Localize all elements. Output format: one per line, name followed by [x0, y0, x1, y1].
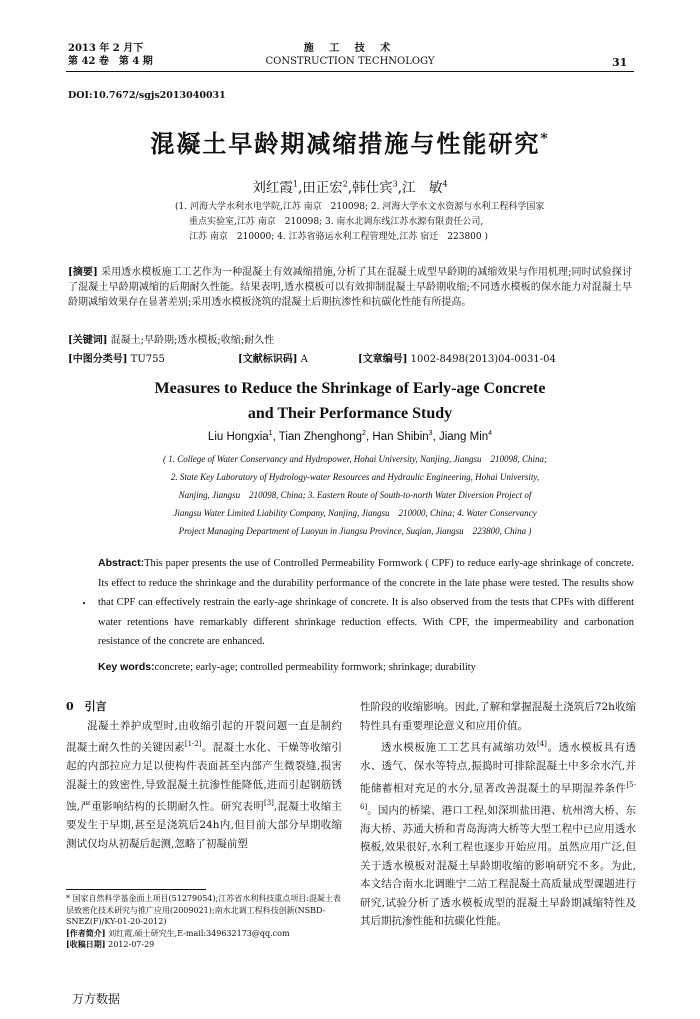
authors-en: Liu Hongxia$^1$, Tian Zhenghong$^2$, Han Shibin$^3$, Jiang Min$^4$: [207, 430, 493, 443]
title-en-line1: Measures to Reduce the Shrinkage of Early-age Concrete: [154, 380, 546, 397]
text-run: ,混凝土收缩主要发生于早期,甚至是浇筑后24h内,但目前大部分早期收缩测试仅均从初凝后起测,忽略了初凝前塑: [66, 800, 343, 850]
received-date-text: 2012-07-29: [108, 940, 155, 949]
author-en: Jiang Min: [438, 430, 489, 443]
text-run: 。国内的桥梁、港口工程,如深圳盐田港、杭州湾大桥、东海大桥、苏通大桥和青岛海湾大桥等大型工程中已应用透水模板,效果很好,水利工程也逐步开始应用。虽然应用广泛,但关于透水模板对混凝土早龄期收缩的影响研究不多。为此,本文结合南水北调睢宁二站工程混凝土高质量成型课题进行研究,试验分析了透水模板成型的混凝土早龄期减缩特性及其后期抗渗性能和抗碳化性能。: [360, 804, 636, 927]
footnote: [66, 893, 342, 951]
author-note-label: [作者简介]: [66, 927, 106, 938]
text-run: 。透水模板具有透水、透气、保水等特点,振捣时可排除混凝土中多余水汽,并能储蓄相对充足的水分,显著改善混凝土的早期湿养条件: [360, 741, 637, 794]
author-sup: 3: [428, 430, 433, 437]
section-heading: 0 引言: [66, 700, 107, 713]
author-cn: 江 敏: [402, 180, 443, 196]
received-date: [66, 939, 342, 951]
title-cn: [66, 124, 634, 159]
clc-value: TU755: [130, 354, 165, 365]
abstract-en: [98, 554, 634, 652]
author-sup: 4: [442, 179, 448, 189]
abstract-en-label: Abstract:: [98, 557, 145, 569]
title-en-line2: and Their Performance Study: [247, 405, 453, 422]
citation: [4]: [536, 740, 547, 748]
clc-label: [中图分类号]: [68, 354, 128, 365]
issue-date: 2013 年 2 月下: [68, 43, 144, 54]
title-fund-mark: *: [540, 131, 550, 147]
doc-value: A: [300, 354, 308, 365]
clc-code: [68, 350, 165, 365]
affiliation-line: ( 1. College of Water Conservancy and Hydropower, Hohai University, Nanjing, Jiangsu 210098, China;: [162, 454, 548, 464]
affiliation-line: 江苏 南京 210000; 4. 江苏省骆运水利工程管理处,江苏 宿迁 223800 ): [189, 232, 489, 242]
keywords-cn: [68, 333, 632, 348]
text-run: 透水模板施工工艺具有减缩功效: [381, 741, 537, 754]
article-value: 1002-8498(2013)04-0031-04: [410, 354, 556, 365]
received-date-label: [收稿日期]: [66, 939, 106, 949]
affiliations-en: [115, 450, 595, 540]
header-rule: [66, 71, 634, 72]
author-en: Liu Hongxia: [207, 430, 269, 443]
fund-note: * 国家自然科学基金面上项目(51279054);江苏省水利科技重点项目:混凝土表层致密化技术研究与推广应用(2009021);南水北调工程科技创新(NSBD-SNEZ(F)/KY-01-20-2012): [66, 894, 341, 926]
author-cn: 韩仕宾: [352, 180, 393, 196]
journal-name-cn: 施 工 技 术: [303, 43, 397, 54]
title-en: [66, 376, 634, 426]
author-sup: 4: [488, 430, 493, 437]
affiliation-line: Nanjing, Jiangsu 210098, China; 3. Eastern Route of South-to-north Water Diversion Project of: [178, 490, 532, 500]
citation: [3]: [263, 799, 274, 807]
doc-code: [238, 350, 308, 365]
volume-issue: 第 42 卷 第 4 期: [68, 56, 153, 67]
abstract-en-text: This paper presents the use of Controlled Permeability Formwork ( CPF) to reduce early-age shrinkage of concrete. Its effect to reduce the shrinkage and the durability performance of the concrete in the late phase were tested. The results show that CPF can effectively restrain the early-age shrinkage of concrete. It is also observed from the tests that CPFs with different water retentions have remarkably different shrinkage reduction effects. With CPF, the impermeability and carbonation resistance of the concrete are enhanced.: [98, 558, 634, 647]
wanfang-watermark: 万方数据: [72, 992, 121, 1006]
author-note: [66, 928, 342, 940]
page-number: 31: [612, 56, 628, 69]
affiliation-line: Jiangsu Water Limited Liability Company, Nanjing, Jiangsu 210000, China; 4. Water Conservancy: [173, 508, 537, 518]
author-sup: 1: [292, 179, 298, 189]
scan-dot: [83, 602, 85, 604]
citation: [5-6]: [360, 780, 636, 811]
author-cn: 田正宏: [302, 180, 343, 196]
authors-cn: 刘红霞$^1$,田正宏$^2$,韩仕宾$^3$,江 敏$^4$: [252, 179, 448, 196]
abstract-cn-label: [摘要]: [68, 267, 98, 278]
affiliation-line: (1. 河海大学水利水电学院,江苏 南京 210098; 2. 河海大学水文水资源与水利工程科学国家: [175, 202, 545, 212]
header-left: [68, 42, 153, 68]
doi: DOI:10.7672/sgjs2013040031: [68, 90, 226, 101]
text-run: 混凝土养护成型时,由收缩引起的开裂问题一直是制约混凝土耐久性的关键因素: [66, 719, 342, 754]
author-en: Tian Zhenghong: [278, 430, 363, 443]
header-center: [200, 42, 500, 68]
keywords-en-text: concrete; early-age; controlled permeability formwork; shrinkage; durability: [154, 662, 476, 673]
text-run: 。混凝土水化、干燥等收缩引起的内部拉应力足以使构件表面甚至内部产生微裂缝,损害混凝土的致密性,导致混凝土抗渗性能降低,进而引起钢筋锈蚀,严重影响结构的长期耐久性。研究表明: [66, 741, 343, 813]
abstract-cn: [68, 265, 632, 310]
affiliation-line: 重点实验室,江苏 南京 210098; 3. 南水北调东线江苏水源有限责任公司,: [189, 217, 484, 227]
keywords-en-label: Key words:: [98, 661, 155, 673]
author-cn: 刘红霞: [252, 180, 293, 196]
author-sup: 2: [362, 430, 366, 437]
affiliations-cn: [175, 200, 595, 245]
body-column-left: [66, 698, 342, 853]
body-column-right: [360, 698, 636, 931]
intro-paragraph-cont: 性阶段的收缩影响。因此,了解和掌握混凝土浇筑后72h收缩特性具有重要理论意义和应用价值。: [360, 701, 636, 732]
keywords-cn-label: [关键词]: [68, 335, 108, 346]
article-number: [358, 350, 556, 365]
citation: [1-2]: [184, 740, 202, 748]
author-sup: 3: [392, 179, 398, 189]
intro-paragraph: [66, 717, 342, 854]
affiliation-line: 2. State Key Laboratory of Hydrology-water Resources and Hydraulic Engineering, Hohai University,: [170, 472, 540, 482]
keywords-cn-text: 混凝土;早龄期;透水模板;收缩;耐久性: [110, 335, 275, 346]
title-cn-text: 混凝土早龄期减缩措施与性能研究: [150, 129, 541, 158]
fund-rule: [66, 889, 206, 890]
journal-name-en: CONSTRUCTION TECHNOLOGY: [265, 56, 435, 67]
author-sup: 1: [268, 430, 273, 437]
article-label: [文章编号]: [358, 354, 408, 365]
intro-paragraph: [360, 735, 636, 931]
author-note-text: 刘红霞,硕士研究生,E-mail:349632173@qq.com: [108, 928, 290, 938]
author-en: Han Shibin: [372, 430, 429, 443]
doc-label: [文献标识码]: [238, 354, 298, 365]
keywords-en: [98, 661, 634, 673]
abstract-cn-text: 采用透水模板施工工艺作为一种混凝土有效减缩措施,分析了其在混凝土成型早龄期的减缩效果与作用机理;同时试验探讨了混凝土早龄期减缩的后期耐久性能。结果表明,透水模板可以有效抑制混凝土早龄期收缩;不同透水模板的保水能力对混凝土早龄期减缩效果存在显著差别;采用透水模板浇筑的混凝土后期抗渗性和抗碳化性能有所提高。: [68, 267, 632, 308]
author-sup: 2: [342, 179, 348, 189]
affiliation-line: Project Managing Department of Luoyun in Jiangsu Province, Suqian, Jiangsu 223800, China ): [178, 526, 532, 536]
